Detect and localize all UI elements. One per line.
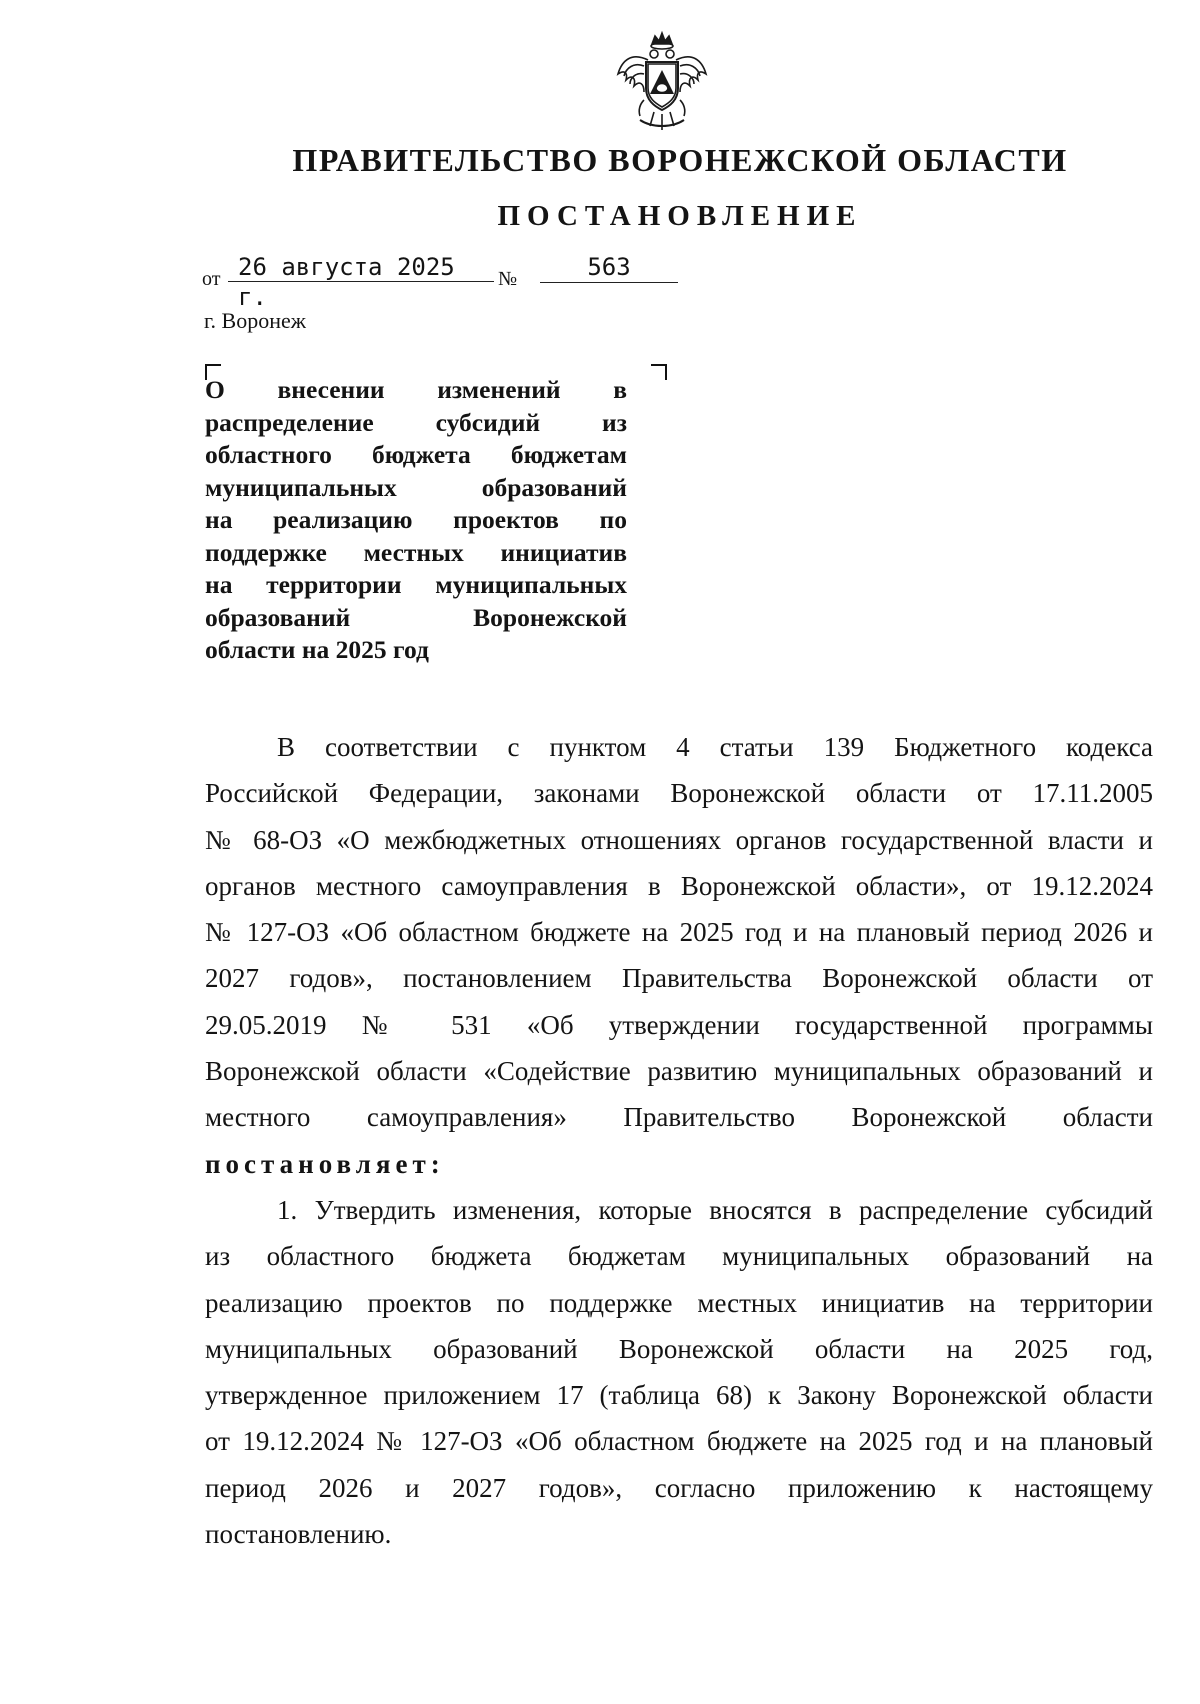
subject-line: образований Воронежской	[205, 602, 627, 632]
body-line: из областного бюджета бюджетам муниципальных образований на	[205, 1241, 1153, 1272]
body-line: № 68-ОЗ «О межбюджетных отношениях органов государственной власти и	[205, 824, 1153, 855]
body-line: Воронежской области «Содействие развитию муниципальных образований и	[205, 1056, 1153, 1087]
subject-line: О внесении изменений в	[205, 375, 627, 404]
document-type-heading: ПОСТАНОВЛЕНИЕ	[497, 200, 863, 232]
title-corner-mark-right	[651, 364, 667, 380]
body-line: муниципальных образований Воронежской области на 2025 год,	[205, 1333, 1153, 1364]
subject-line: областного бюджета бюджетам	[205, 440, 627, 469]
body-line: постановлению.	[205, 1519, 392, 1550]
city-label: г. Воронеж	[204, 308, 306, 333]
body-line: реализацию проектов по поддержке местных инициатив на территории	[205, 1287, 1153, 1318]
body-line: Российской Федерации, законами Воронежской области от 17.11.2005	[205, 778, 1153, 809]
item-1-paragraph	[205, 1187, 1153, 1557]
organization-title: ПРАВИТЕЛЬСТВО ВОРОНЕЖСКОЙ ОБЛАСТИ	[292, 142, 1068, 178]
date-prefix: от	[202, 268, 221, 290]
subject-line: муниципальных образований	[205, 472, 627, 502]
body-line: 2027 годов», постановлением Правительства Воронежской области от	[205, 963, 1153, 994]
coat-of-arms-emblem	[614, 30, 710, 134]
document-body	[205, 724, 1153, 1557]
document-subject-title	[205, 374, 627, 667]
body-line: № 127-ОЗ «Об областном бюджете на 2025 год и на плановый период 2026 и	[205, 917, 1153, 948]
document-number: 563	[540, 252, 678, 283]
body-line: 1. Утвердить изменения, которые вносятся в распределение субсидий	[277, 1194, 1153, 1225]
body-line: 29.05.2019 № 531 «Об утверждении государственной программы	[205, 1009, 1153, 1040]
body-line: местного самоуправления» Правительство Воронежской области	[205, 1102, 1153, 1133]
subject-line: распределение субсидий из	[205, 407, 627, 437]
subject-line: поддержке местных инициатив	[205, 537, 627, 567]
body-line: период 2026 и 2027 годов», согласно приложению к настоящему	[205, 1472, 1153, 1503]
body-line: органов местного самоуправления в Воронежской области», от 19.12.2024	[205, 870, 1153, 901]
coat-of-arms-icon	[614, 30, 710, 134]
resolves-word: постановляет:	[205, 1148, 445, 1179]
body-line: В соответствии с пунктом 4 статьи 139 Бюджетного кодекса	[277, 732, 1153, 762]
body-line: утвержденное приложением 17 (таблица 68) к Закону Воронежской области	[205, 1380, 1153, 1411]
subject-line: области на 2025 год	[205, 635, 429, 664]
body-line: от 19.12.2024 № 127-ОЗ «Об областном бюджете на 2025 год и на плановый	[205, 1426, 1153, 1457]
preamble-paragraph	[205, 724, 1153, 1187]
number-prefix: №	[498, 268, 518, 290]
subject-line: на территории муниципальных	[205, 570, 627, 599]
document-date: 26 августа 2025 г.	[228, 252, 494, 282]
date-number-line	[202, 252, 682, 311]
subject-line: на реализацию проектов по	[205, 505, 627, 534]
